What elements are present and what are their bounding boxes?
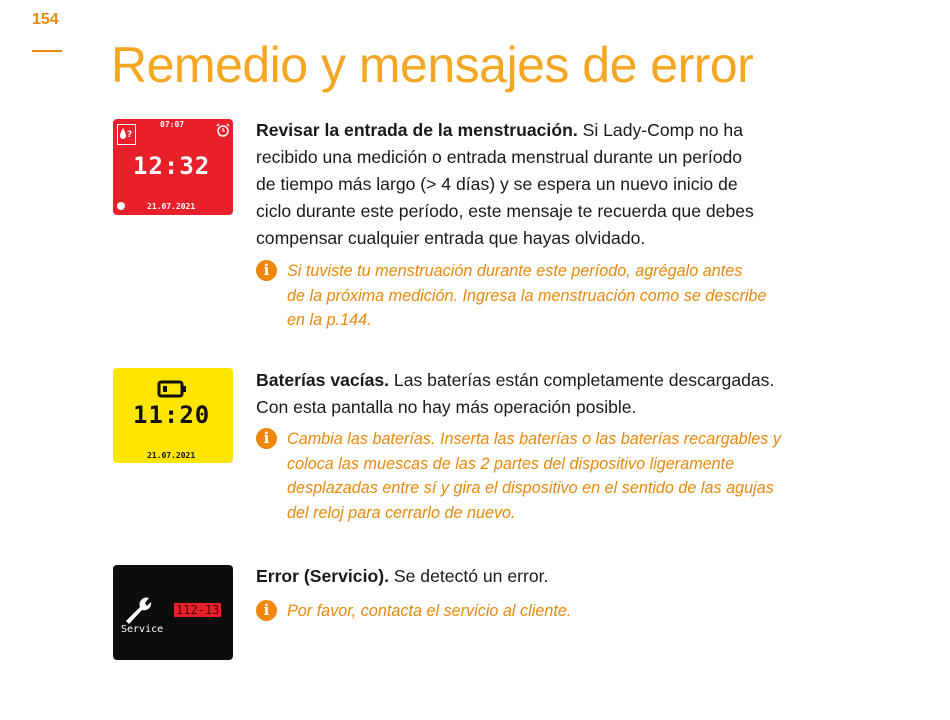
screen-time: 11:20	[133, 401, 211, 429]
screen-date: 21.07.2021	[147, 451, 196, 460]
page-number-rule	[32, 50, 62, 52]
wrench-icon	[122, 593, 156, 627]
note-battery	[256, 427, 781, 525]
empty-battery-icon	[157, 379, 187, 399]
small-circle-icon	[117, 202, 125, 210]
device-screen-service-error	[113, 565, 233, 660]
service-label: Service	[121, 624, 164, 635]
device-screen-menstruation-check	[113, 119, 233, 215]
section-heading: Error (Servicio).	[256, 566, 389, 586]
section-heading: Baterías vacías.	[256, 370, 390, 390]
screen-time: 12:32	[133, 152, 211, 180]
info-icon: i	[256, 260, 277, 281]
info-icon: i	[256, 428, 277, 449]
note-menstruation	[256, 259, 767, 333]
alarm-clock-icon	[216, 122, 230, 136]
note-text: Si tuviste tu menstruación durante este período, agrégalo antes de la próxima medición. Ingresa la menstruación como se describe en la p.144.	[287, 262, 767, 329]
section-menstruation-text: Revisar la entrada de la menstruación. Si Lady-Comp no ha recibido una medición o entrada menstrual durante un período de tiempo más largo (> 4 días) y se espera un nuevo inicio de ciclo durante este período, este mensaje te recuerda que debes compensar cualquier entrada que hayas olvidado.	[256, 120, 754, 248]
note-text: Por favor, contacta el servicio al cliente.	[287, 602, 572, 620]
section-battery-text: Baterías vacías. Las baterías están completamente descargadas. Con esta pantalla no hay más operación posible.	[256, 370, 775, 417]
device-screen-empty-battery	[113, 368, 233, 463]
note-service	[256, 599, 571, 624]
screen-top-time: 07:07	[160, 120, 185, 129]
info-icon: i	[256, 600, 277, 621]
section-service-text: Error (Servicio). Se detectó un error.	[256, 566, 549, 586]
note-text: Cambia las baterías. Inserta las baterías o las baterías recargables y coloca las muescas de las 2 partes del dispositivo ligeramente desplazadas entre sí y gira el dispositivo en el sentido de las agujas del reloj para cerrarlo de nuevo.	[287, 430, 781, 522]
drop-question-icon	[117, 124, 136, 145]
error-code: 112-13	[176, 603, 220, 617]
section-heading: Revisar la entrada de la menstruación.	[256, 120, 578, 140]
page-title: Remedio y mensajes de error	[111, 37, 754, 93]
page-number: 154	[32, 11, 59, 28]
screen-date: 21.07.2021	[147, 202, 196, 211]
svg-text:?: ?	[127, 130, 133, 140]
